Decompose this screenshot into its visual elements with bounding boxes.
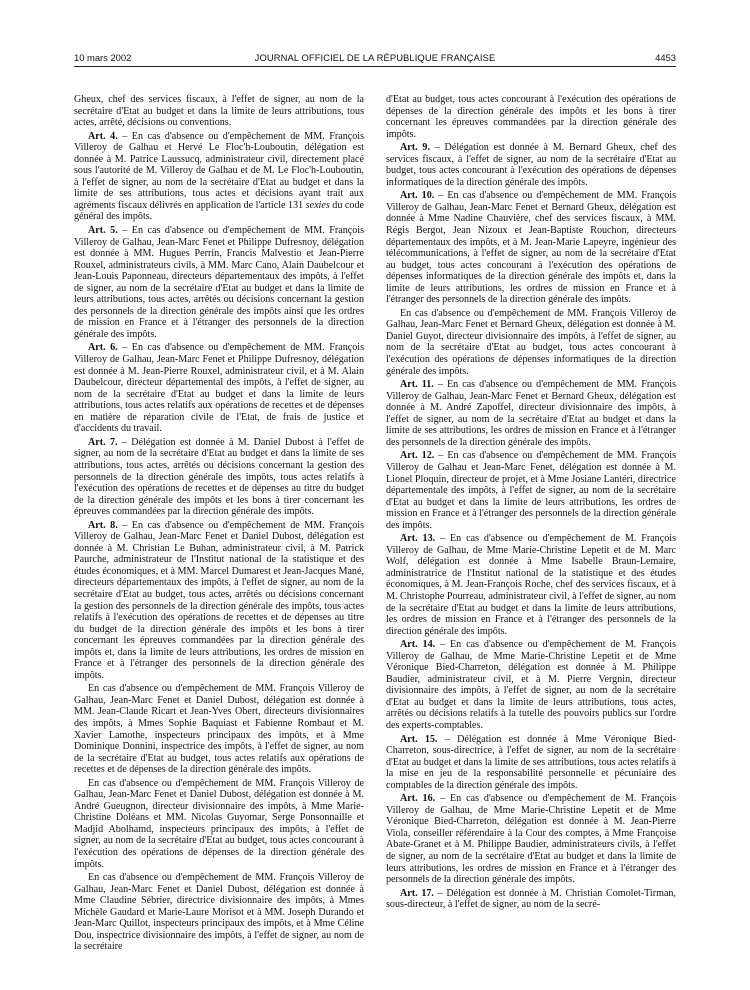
paragraph-text: d'Etat au budget, tous actes concourant à l'exécution des opérations de dépenses de la direction générale des impôts et les bons à tirer concernant les épreuves commandées par la direction générale des impôts.	[386, 94, 676, 140]
paragraph	[74, 683, 364, 775]
paragraph-text: – En cas d'absence ou d'empêchement de MM. François Villeroy de Galhau et Jean-Marc Fenet, délégation est donnée à M. Lionel Ploquin, directeur de projet, et à Mme Josiane Lantéri, directrice départementale des impôts, à l'effet de signer, au nom de la secrétaire d'Etat au budget et dans la limite de leurs attributions, les ordres de mission en France et à l'étranger des personnels de la direction générale des impôts.	[386, 450, 676, 531]
paragraph	[74, 94, 364, 129]
article-label: Art. 13.	[400, 533, 436, 545]
article-label: Art. 8.	[88, 519, 118, 531]
paragraph	[74, 342, 364, 434]
article-label: Art. 5.	[88, 225, 118, 237]
publication-date: 10 mars 2002	[74, 52, 132, 63]
paragraph-text: – En cas d'absence ou d'empêchement de M. François Villeroy de Galhau, de Mme Marie-Christine Lepetit et de Mme Véronique Bied-Charreton, délégation est donnée à M. Jean-Pierre Viola, conseiller référendaire à la Cour des comptes, à Mme Françoise Abate-Granet et à M. Philippe Baudier, administrateurs civils, à l'effet de signer, au nom de la secrétaire d'Etat au budget et dans la limite de leurs attributions, les ordres de mission en France et à l'étranger des personnels de la direction générale des impôts.	[386, 793, 676, 886]
paragraph	[74, 131, 364, 223]
paragraph-text: – En cas d'absence ou d'empêchement de M. François Villeroy de Galhau, de Mme Marie-Christine Lepetit et de M. Marc Wolf, délégation est donnée à Mme Isabelle Braun-Lemaire, administratrice de l'Institut national de la statistique et des études économiques, à M. Jean-François Roche, chef des services fiscaux, et à M. Christophe Pourreau, administrateur civil, à l'effet de signer, au nom de la secrétaire d'Etat au budget et dans la limite de leurs attributions, les ordres de mission en France et à l'étranger des personnels de la direction générale des impôts.	[386, 533, 676, 637]
article-label: Art. 16.	[400, 793, 436, 805]
paragraph	[386, 94, 676, 140]
paragraph	[74, 872, 364, 953]
article-label: Art. 4.	[88, 130, 118, 142]
paragraph-text: – En cas d'absence ou d'empêchement de MM. François Villeroy de Galhau, Jean-Marc Fenet et Philippe Dufresnoy, délégation est donnée à M. Jean-Pierre Rouxel, administrateur civil, et à M. Alain Daubelcour, directeur départemental des impôts, à l'effet de signer, au nom de la secrétaire d'Etat au budget et dans la limite de leurs attributions, tous actes relatifs aux opérations de recettes et de dépenses en matière de réparation civile de l'Etat, de frais de justice et d'accidents du travail.	[74, 342, 364, 435]
paragraph	[74, 225, 364, 340]
article-label: Art. 10.	[400, 190, 435, 202]
article-label: Art. 6.	[88, 342, 118, 354]
paragraph-text: – Délégation est donnée à M. Daniel Dubost à l'effet de signer, au nom de la secrétaire d'Etat au budget et dans la limite de ses attributions, tous actes, arrêtés ou décisions concernant la gestion des personnels de la direction générale des impôts, tous actes relatifs à l'exécution des opérations de recettes et de dépenses au titre du budget de la direction générale des impôts et les bons à tirer concernant les épreuves commandées par la direction générale des impôts.	[74, 436, 364, 518]
paragraph-text: – En cas d'absence ou d'empêchement de MM. François Villeroy de Galhau et Hervé Le Floc'h-Louboutin, délégation est donnée à M. Patrice Laussucq, administrateur civil, directement placé sous l'autorité de M. Villeroy de Galhau et de M. Le Floc'h-Louboutin, à l'effet de signer, au nom de la secrétaire d'Etat au budget et dans la limite de ses attributions, tous actes et décisions ayant trait aux agréments fiscaux délivrés en application de l'article 131	[74, 130, 364, 211]
paragraph	[386, 734, 676, 792]
paragraph-text: – En cas d'absence ou d'empêchement de MM. François Villeroy de Galhau, Jean-Marc Fenet et Bernard Gheux, délégation est donnée à M. André Zapoffel, directeur divisionnaire des impôts, à l'effet de signer, au nom de la secrétaire d'Etat au budget et dans la limite de ses attributions, les ordres de mission en France et à l'étranger des personnels de la direction générale des impôts.	[386, 379, 676, 448]
header-rule	[74, 66, 676, 67]
paragraph	[74, 520, 364, 682]
paragraph-text: En cas d'absence ou d'empêchement de MM. François Villeroy de Galhau, Jean-Marc Fenet et Daniel Dubost, délégation est donnée à Mme Claudine Sébrier, directrice divisionnaire des impôts, à Mmes Michèle Gaudard et Marie-Laure Morisot et à MM. Joseph Durando et Jean-Marc Quillot, inspecteurs principaux des impôts, et à Mme Céline Dou, inspectrice divisionnaire des impôts, à l'effet de signer, au nom de la secrétaire	[74, 872, 364, 953]
page-number: 4453	[655, 52, 676, 63]
paragraph-text: – En cas d'absence ou d'empêchement de M. François Villeroy de Galhau, de Mme Marie-Christine Lepetit et de Mme Véronique Bied-Charreton, délégation est donnée à M. Philippe Baudier, administrateur civil, et à M. Pierre Vergnin, directeur divisionnaire des impôts, à l'effet de signer, au nom de la secrétaire d'Etat au budget et dans la limite de leurs attributions, tous actes, arrêtés ou décisions relatifs à la tutelle des pouvoirs publics sur l'ordre des experts-comptables.	[386, 639, 676, 731]
paragraph	[386, 190, 676, 305]
paragraph-text: – En cas d'absence ou d'empêchement de MM. François Villeroy de Galhau, Jean-Marc Fenet et Philippe Dufresnoy, délégation est donnée à MM. Hugues Perrin, Francis Malvestio et Jean-Pierre Rouxel, administrateurs civils, à MM. Marc Cano, Alain Daubelcour et Jean-Louis Paponneau, directeurs départementaux des impôts, à l'effet de signer, au nom de la secrétaire d'Etat au budget et dans la limite de leurs attributions, tous actes, arrêtés ou décisions concernant la gestion des personnels de la direction générale des impôts ainsi que les ordres de mission en France et à l'étranger des personnels de la direction générale des impôts.	[74, 225, 364, 340]
italic-term: sexies	[305, 199, 330, 211]
paragraph	[386, 450, 676, 531]
article-label: Art. 7.	[88, 436, 118, 448]
article-label: Art. 15.	[400, 733, 438, 745]
paragraph-text: – Délégation est donnée à Mme Véronique Bied-Charreton, sous-directrice, à l'effet de signer, au nom de la secrétaire d'Etat au budget et dans la limite de ses attributions, tous actes relatifs à la mise en jeu de la responsabilité personnelle et pécuniaire des comptables de la direction générale des impôts.	[386, 733, 676, 791]
journal-title: JOURNAL OFFICIEL DE LA RÉPUBLIQUE FRANÇAISE	[254, 52, 496, 63]
paragraph-text: – En cas d'absence ou d'empêchement de MM. François Villeroy de Galhau, Jean-Marc Fenet et Daniel Dubost, délégation est donnée à M. Christian Le Buhan, administrateur civil, à M. Patrick Paurche, administrateur de l'Institut national de la statistique et des études économiques, et à MM. Marcel Dumarest et Jean-Jacques Mané, directeurs départementaux des impôts, à l'effet de signer, au nom de la secrétaire d'Etat au budget, tous actes, arrêtés ou décisions concernant la gestion des personnels de la direction générale des impôts, tous actes relatifs à l'exécution des opérations de recettes et de dépenses au titre du budget de la direction générale des impôts et les bons à tirer concernant les épreuves commandées par la direction générale des impôts et, dans la limite de leurs attributions, les ordres de mission en France et à l'étranger des personnels de la direction générale des impôts.	[74, 519, 364, 681]
paragraph	[74, 437, 364, 518]
paragraph	[386, 793, 676, 885]
paragraph	[74, 778, 364, 870]
paragraph-text: – Délégation est donnée à M. Bernard Gheux, chef des services fiscaux, à l'effet de signer, au nom de la secrétaire d'Etat au budget, tous actes concourant à l'exécution des opérations de dépenses informatiques de la direction générale des impôts.	[386, 142, 676, 188]
page-header	[74, 52, 676, 66]
article-label: Art. 9.	[400, 142, 430, 154]
paragraph	[386, 379, 676, 448]
article-label: Art. 14.	[400, 639, 436, 651]
paragraph	[386, 639, 676, 731]
article-label: Art. 11.	[400, 379, 434, 391]
paragraph	[386, 308, 676, 377]
article-label: Art. 12.	[400, 450, 435, 462]
article-label: Art. 17.	[400, 887, 434, 899]
paragraph-text-tail: du code général des impôts.	[74, 199, 364, 223]
paragraph-text: En cas d'absence ou d'empêchement de MM. François Villeroy de Galhau, Jean-Marc Fenet et Bernard Gheux, délégation est donnée à M. Daniel Guyot, directeur divisionnaire des impôts, à l'effet de signer, au nom de la secrétaire d'Etat au budget, tous actes concourant à l'exécution des opérations de dépenses informatiques de la direction générale des impôts.	[386, 307, 676, 377]
paragraph-text: En cas d'absence ou d'empêchement de MM. François Villeroy de Galhau, Jean-Marc Fenet et Daniel Dubost, délégation est donnée à M. André Gueugnon, directeur divisionnaire des impôts, à Mme Marie-Christine Doléans et MM. Nicolas Guyomar, Serge Ponsonnaille et Madjid Abolhamd, inspecteurs principaux des impôts, à l'effet de signer, au nom de la secrétaire d'Etat au budget, tous actes concourant à l'exécution des opérations de dépenses de la direction générale des impôts.	[74, 777, 364, 870]
paragraph-text: Gheux, chef des services fiscaux, à l'effet de signer, au nom de la secrétaire d'Etat au budget et dans la limite de leurs attributions, tous actes, arrêté, décisions ou conventions.	[74, 94, 364, 129]
paragraph	[386, 888, 676, 911]
paragraph	[386, 142, 676, 188]
paragraph-text: En cas d'absence ou d'empêchement de MM. François Villeroy de Galhau, Jean-Marc Fenet et Daniel Dubost, délégation est donnée à MM. Jean-Claude Ricart et Jean-Yves Obert, directeurs divisionnaires des impôts, à Mmes Sophie Baquiast et Fabienne Rombaut et M. Xavier Lamothe, inspecteurs principaux des impôts, et à Mme Dominique Donnini, inspectrice des impôts, à l'effet de signer, au nom de la secrétaire d'Etat au budget, tous actes relatifs aux opérations de recettes et de dépenses de la direction générale des impôts.	[74, 683, 364, 776]
left-column	[74, 94, 364, 984]
paragraph	[386, 533, 676, 637]
paragraph-text: – Délégation est donnée à M. Christian Comolet-Tirman, sous-directeur, à l'effet de signer, au nom de la secré-	[386, 887, 676, 911]
paragraph-text: – En cas d'absence ou d'empêchement de MM. François Villeroy de Galhau, Jean-Marc Fenet et Bernard Gheux, délégation est donnée à Mme Nadine Chauvière, chef des services fiscaux, à MM. Régis Bergot, Jean Nizoux et Jean-Baptiste Rouchon, directeurs départementaux des impôts, et à M. Jean-Marie Lapeyre, ingénieur des télécommunications, à l'effet de signer, au nom de la secrétaire d'Etat au budget, tous actes concourant à l'exécution des opérations de dépenses informatiques de la direction générale des impôts et, dans la limite de leurs attributions, les ordres de mission en France et à l'étranger des personnels de la direction générale des impôts.	[386, 190, 676, 306]
right-column	[386, 94, 676, 984]
